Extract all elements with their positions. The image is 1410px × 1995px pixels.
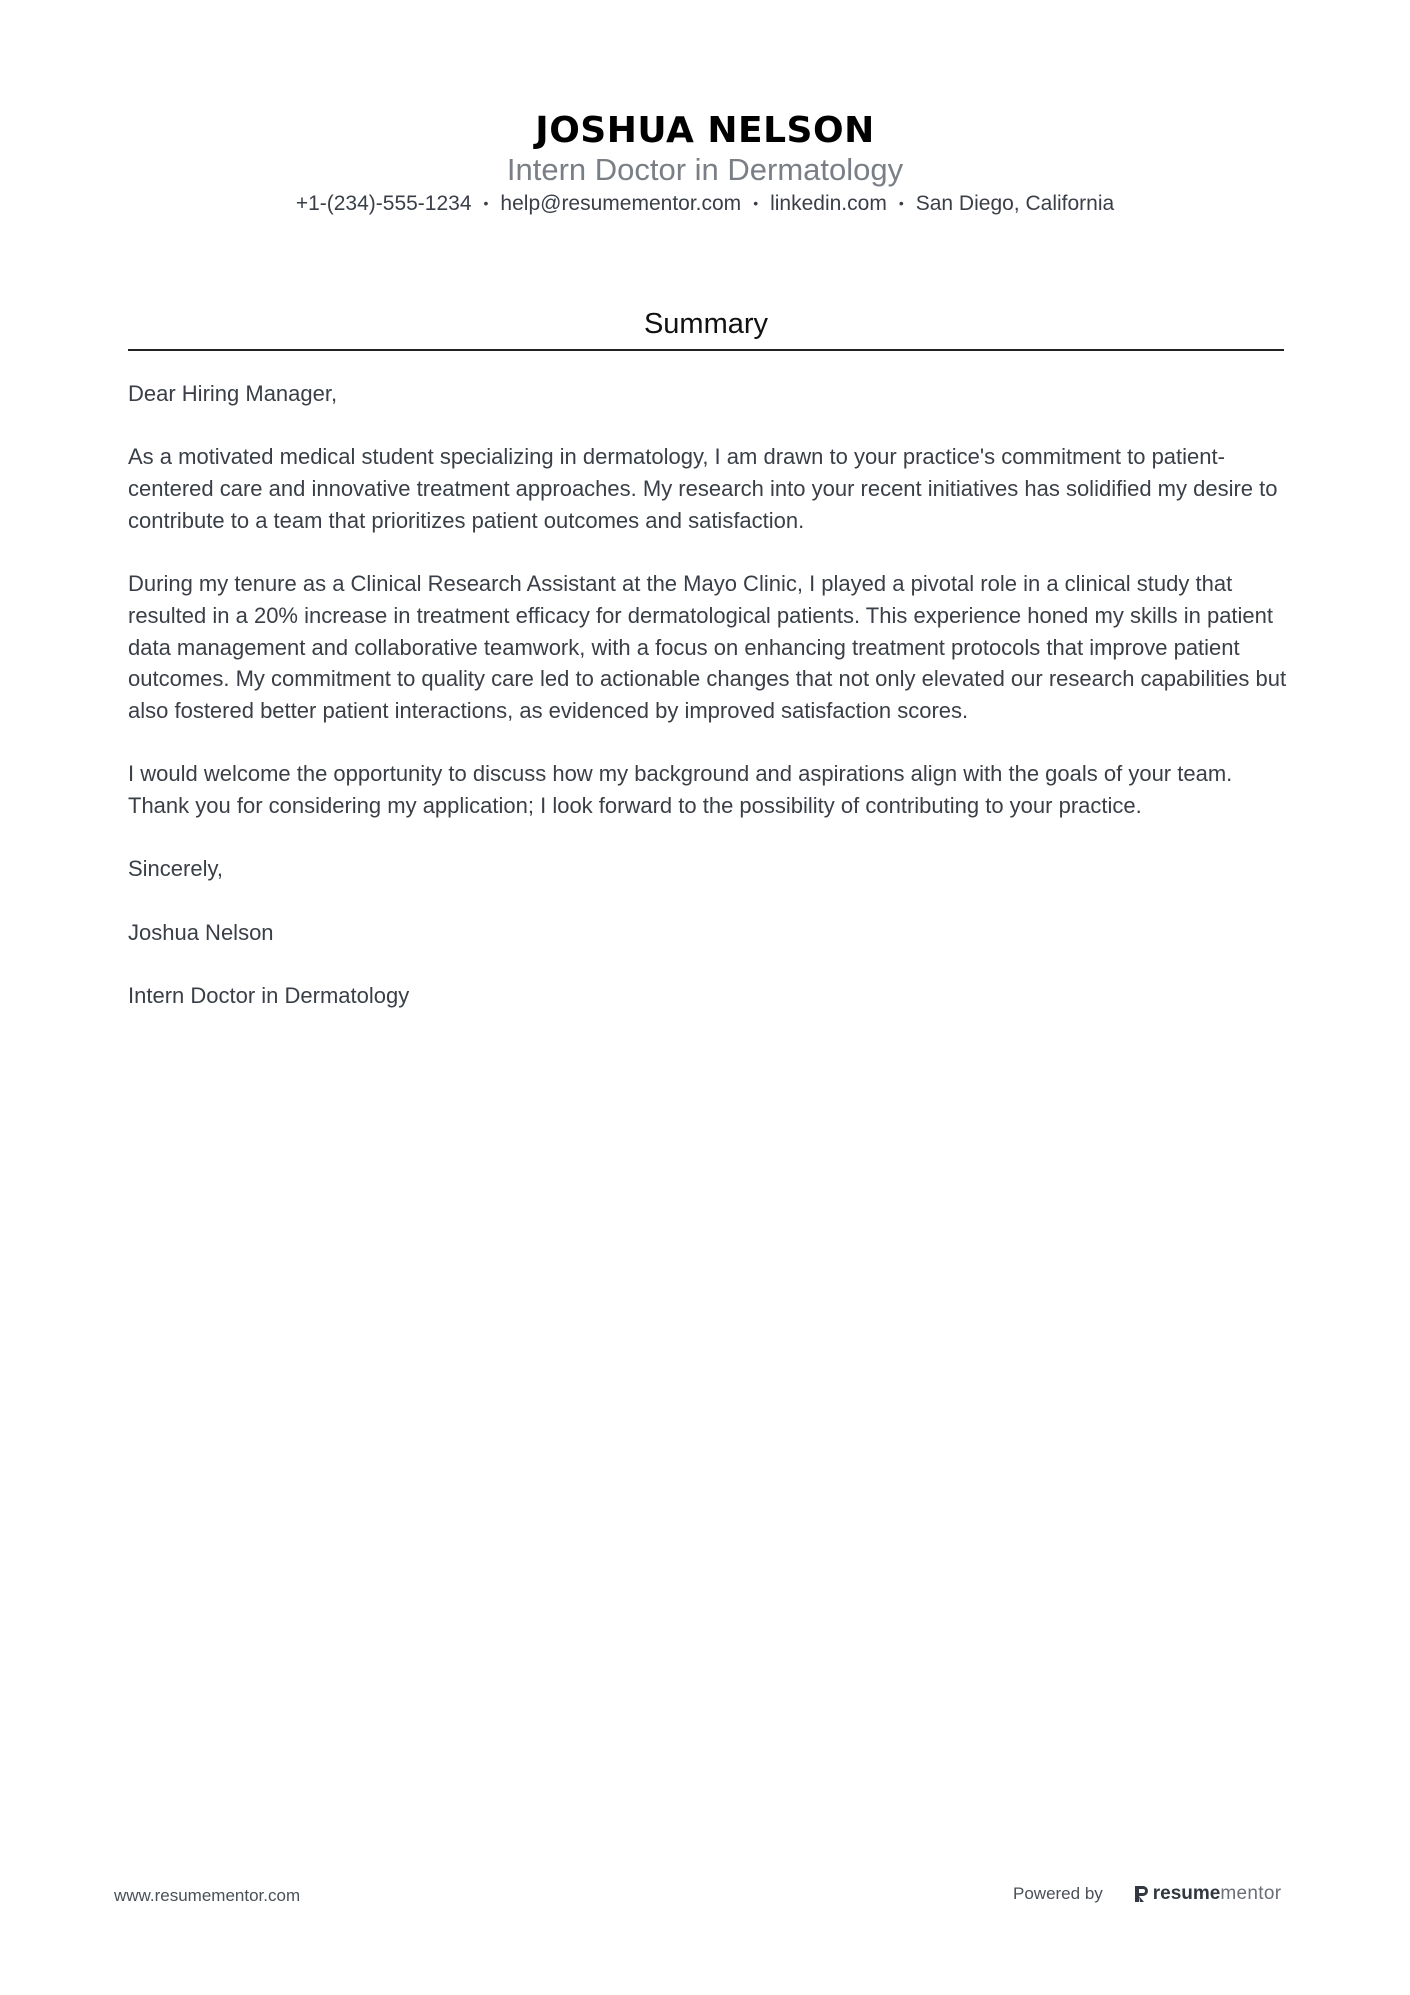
contact-separator: • bbox=[483, 195, 489, 211]
footer-branding bbox=[1013, 1883, 1281, 1905]
letter-body bbox=[128, 378, 1288, 1044]
contact-location: San Diego, California bbox=[915, 192, 1115, 215]
contact-email[interactable]: help@resumementor.com bbox=[500, 192, 742, 215]
brand-logo-link[interactable] bbox=[1133, 1883, 1282, 1905]
letter-closing: Sincerely, bbox=[128, 856, 223, 882]
brand-name-light: mentor bbox=[1220, 1883, 1282, 1904]
letter-greeting: Dear Hiring Manager, bbox=[128, 381, 338, 406]
brand-name-bold: resume bbox=[1152, 1883, 1221, 1904]
letter-paragraph-3: I would welcome the opportunity to discuss how my background and aspirations align with the goals of your team. Thank you for considering my application; I look forward to the possibility of contributing to your practice. bbox=[128, 761, 1233, 819]
footer-website[interactable]: www.resumementor.com bbox=[114, 1886, 301, 1905]
contact-separator: • bbox=[898, 195, 904, 211]
candidate-role: Intern Doctor in Dermatology bbox=[506, 152, 904, 187]
letter-paragraph-1: As a motivated medical student specializing in dermatology, I am drawn to your practice's commitment to patient-centered care and innovative treatment approaches. My research into your recent initiatives has solidified my desire to contribute to a team that prioritizes patient outcomes and satisfaction. bbox=[128, 444, 1278, 533]
signature-name: Joshua Nelson bbox=[128, 919, 274, 945]
resumementor-logo-icon bbox=[1133, 1884, 1149, 1904]
signature-title: Intern Doctor in Dermatology bbox=[128, 983, 410, 1009]
section-title-summary: Summary bbox=[643, 308, 769, 340]
candidate-name: JOSHUA NELSON bbox=[535, 110, 875, 151]
section-divider bbox=[128, 349, 1284, 351]
powered-by-label: Powered by bbox=[1013, 1884, 1103, 1903]
contact-separator: • bbox=[753, 195, 759, 211]
letter-header bbox=[0, 110, 1410, 219]
letter-paragraph-2: During my tenure as a Clinical Research Assistant at the Mayo Clinic, I played a pivotal role in a clinical study that resulted in a 20% increase in treatment efficacy for dermatological patients. This experience honed my skills in patient data management and collaborative teamwork, with a focus on enhancing treatment protocols that improve patient outcomes. My commitment to quality care led to actionable changes that not only elevated our research capabilities but also fostered better patient interactions, as evidenced by improved satisfaction scores. bbox=[128, 571, 1287, 723]
contact-line bbox=[0, 188, 1410, 219]
contact-linkedin[interactable]: linkedin.com bbox=[770, 192, 887, 215]
contact-phone: +1-(234)-555-1234 bbox=[295, 192, 472, 215]
